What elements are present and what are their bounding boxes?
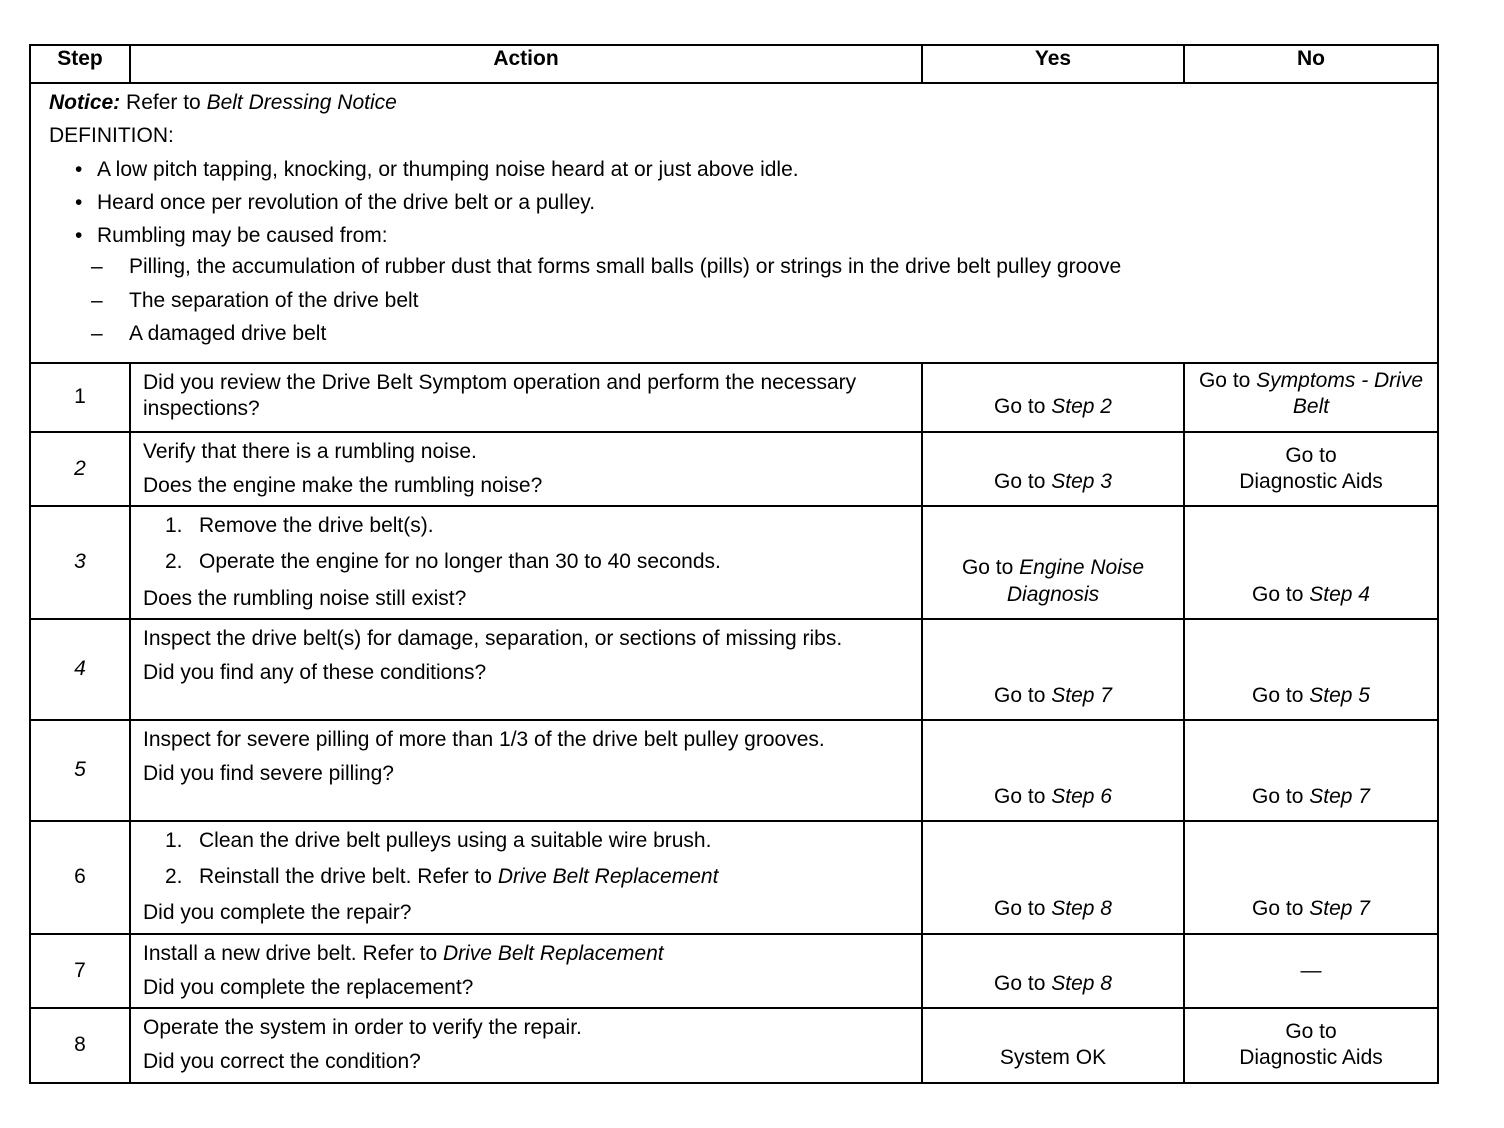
subitem-number: 2. xyxy=(165,550,183,574)
step-number: 2 xyxy=(30,432,130,507)
yes-ref: Step 6 xyxy=(1051,784,1112,808)
subitem-number: 1. xyxy=(165,514,183,537)
header-no: No xyxy=(1184,45,1438,83)
subitem-text: Reinstall the drive belt. Refer to xyxy=(199,865,498,888)
yes-ref: Step 7 xyxy=(1051,683,1112,707)
definition-sub-text: Pilling, the accumulation of rubber dust that forms small balls (pills) or strings in the drive belt pulley groove xyxy=(129,255,1122,279)
table-row xyxy=(30,506,1438,619)
yes-prefix: Go to xyxy=(994,897,1052,921)
action-text: Inspect for severe pilling of more than 1/3 of the drive belt pulley grooves. xyxy=(143,727,825,751)
notice-line xyxy=(49,90,1419,116)
no-prefix: Go to xyxy=(1252,683,1310,707)
action-ref: Drive Belt Replacement xyxy=(442,941,664,965)
no-ref: Step 7 xyxy=(1309,784,1370,808)
no-ref: Step 5 xyxy=(1309,683,1370,707)
yes-prefix: Go to xyxy=(994,784,1052,808)
action-text: Operate the system in order to verify the repair. xyxy=(143,1016,582,1039)
header-yes: Yes xyxy=(922,45,1184,83)
step-action xyxy=(130,720,922,821)
action-sublist xyxy=(143,513,909,576)
action-question: Did you complete the replacement? xyxy=(143,975,474,999)
yes-result: System OK xyxy=(922,1008,1184,1083)
yes-result xyxy=(922,934,1184,1009)
notice-ref: Belt Dressing Notice xyxy=(206,91,397,114)
action-text: Inspect the drive belt(s) for damage, separation, or sections of missing ribs. xyxy=(143,626,843,650)
definition-bullets xyxy=(49,157,1419,348)
action-text-part: Install a new drive belt. Refer to xyxy=(143,941,443,965)
step-action xyxy=(130,363,922,432)
table-row xyxy=(30,363,1438,432)
yes-ref: Step 2 xyxy=(1051,395,1112,419)
yes-prefix: Go to xyxy=(994,683,1052,707)
definition-sub-item xyxy=(49,288,1419,314)
yes-result xyxy=(922,619,1184,720)
subitem-number: 2. xyxy=(165,865,183,888)
action-question: Does the rumbling noise still exist? xyxy=(143,586,467,610)
step-number: 1 xyxy=(30,363,130,432)
no-result xyxy=(1184,363,1438,432)
subitem-text: Operate the engine for no longer than 30 to 40 seconds. xyxy=(199,550,721,574)
no-result xyxy=(1184,720,1438,821)
table-row xyxy=(30,934,1438,1009)
action-question: Did you find severe pilling? xyxy=(143,762,394,785)
subitem-text: Remove the drive belt(s). xyxy=(199,514,434,537)
yes-result xyxy=(922,720,1184,821)
yes-ref: Step 8 xyxy=(1051,971,1112,995)
table-row xyxy=(30,1008,1438,1083)
action-question: Did you correct the condition? xyxy=(143,1050,421,1074)
table-row xyxy=(30,619,1438,720)
step-action xyxy=(130,619,922,720)
action-subitem xyxy=(143,864,909,890)
no-prefix: Go to xyxy=(1252,784,1310,808)
header-action: Action xyxy=(130,45,922,83)
table-row xyxy=(30,432,1438,507)
no-result: — xyxy=(1184,934,1438,1009)
step-action xyxy=(130,432,922,507)
no-result xyxy=(1184,619,1438,720)
diagnostic-table xyxy=(29,44,1439,1084)
yes-prefix: Go to xyxy=(961,556,1020,580)
yes-ref: Step 8 xyxy=(1051,897,1112,921)
yes-prefix: Go to xyxy=(994,971,1052,995)
yes-prefix: Go to xyxy=(994,395,1052,419)
yes-result xyxy=(922,506,1184,619)
yes-ref: Step 3 xyxy=(1051,469,1112,493)
notice-text: Refer to xyxy=(120,91,207,114)
action-text xyxy=(143,941,909,967)
no-result xyxy=(1184,506,1438,619)
no-prefix: Go to xyxy=(1198,369,1257,392)
definition-bullet: • A low pitch tapping, knocking, or thumping noise heard at or just above idle. xyxy=(49,157,1419,183)
definition-title: DEFINITION: xyxy=(49,124,174,148)
definition-cell xyxy=(30,83,1438,363)
no-result xyxy=(1184,432,1438,507)
action-text: Did you review the Drive Belt Symptom operation and perform the necessary inspections? xyxy=(143,371,857,421)
action-subitem xyxy=(143,549,909,575)
no-ref: Symptoms - Drive Belt xyxy=(1256,369,1424,419)
no-result xyxy=(1184,821,1438,934)
definition-bullet: • Heard once per revolution of the drive belt or a pulley. xyxy=(49,190,1419,216)
subitem-number: 1. xyxy=(165,828,183,852)
action-question: Did you find any of these conditions? xyxy=(143,661,487,684)
subitem-text: Clean the drive belt pulleys using a suitable wire brush. xyxy=(199,828,712,852)
header-row xyxy=(30,45,1438,83)
no-line: Go to xyxy=(1285,1020,1337,1043)
step-number: 6 xyxy=(30,821,130,934)
step-action xyxy=(130,506,922,619)
no-ref: Step 7 xyxy=(1309,897,1370,921)
action-sublist xyxy=(143,828,909,891)
definition-sub-text: The separation of the drive belt xyxy=(129,288,419,312)
yes-prefix: Go to xyxy=(994,469,1052,493)
table-row xyxy=(30,821,1438,934)
header-step: Step xyxy=(30,45,130,83)
no-line: Diagnostic Aids xyxy=(1239,469,1383,493)
step-number: 3 xyxy=(30,506,130,619)
action-text: Verify that there is a rumbling noise. xyxy=(143,439,477,463)
no-prefix: Go to xyxy=(1252,897,1310,921)
step-action xyxy=(130,1008,922,1083)
definition-bullet-text: Rumbling may be caused from: xyxy=(97,224,388,247)
no-result xyxy=(1184,1008,1438,1083)
step-action xyxy=(130,934,922,1009)
no-line: Go to xyxy=(1285,443,1337,467)
yes-result xyxy=(922,432,1184,507)
no-prefix: Go to xyxy=(1252,582,1310,606)
definition-sub-item xyxy=(49,321,1419,347)
notice-label: Notice: xyxy=(49,91,121,114)
no-line: Diagnostic Aids xyxy=(1239,1046,1383,1070)
definition-bullet xyxy=(49,223,1419,347)
step-number: 8 xyxy=(30,1008,130,1083)
action-question: Did you complete the repair? xyxy=(143,901,412,925)
subitem-ref: Drive Belt Replacement xyxy=(497,865,719,888)
no-ref: Step 4 xyxy=(1309,582,1370,606)
action-subitem xyxy=(143,828,909,854)
definition-row xyxy=(30,83,1438,363)
table-row xyxy=(30,720,1438,821)
yes-result xyxy=(922,821,1184,934)
definition-sub-list xyxy=(97,254,1419,347)
action-subitem xyxy=(143,513,909,539)
definition-sub-item xyxy=(49,254,1419,280)
step-number: 7 xyxy=(30,934,130,1009)
action-question: Does the engine make the rumbling noise? xyxy=(143,473,543,497)
definition-sub-text: A damaged drive belt xyxy=(129,321,327,345)
step-number: 5 xyxy=(30,720,130,821)
step-action xyxy=(130,821,922,934)
yes-result xyxy=(922,363,1184,432)
step-number: 4 xyxy=(30,619,130,720)
yes-ref: Engine Noise Diagnosis xyxy=(1006,556,1145,606)
